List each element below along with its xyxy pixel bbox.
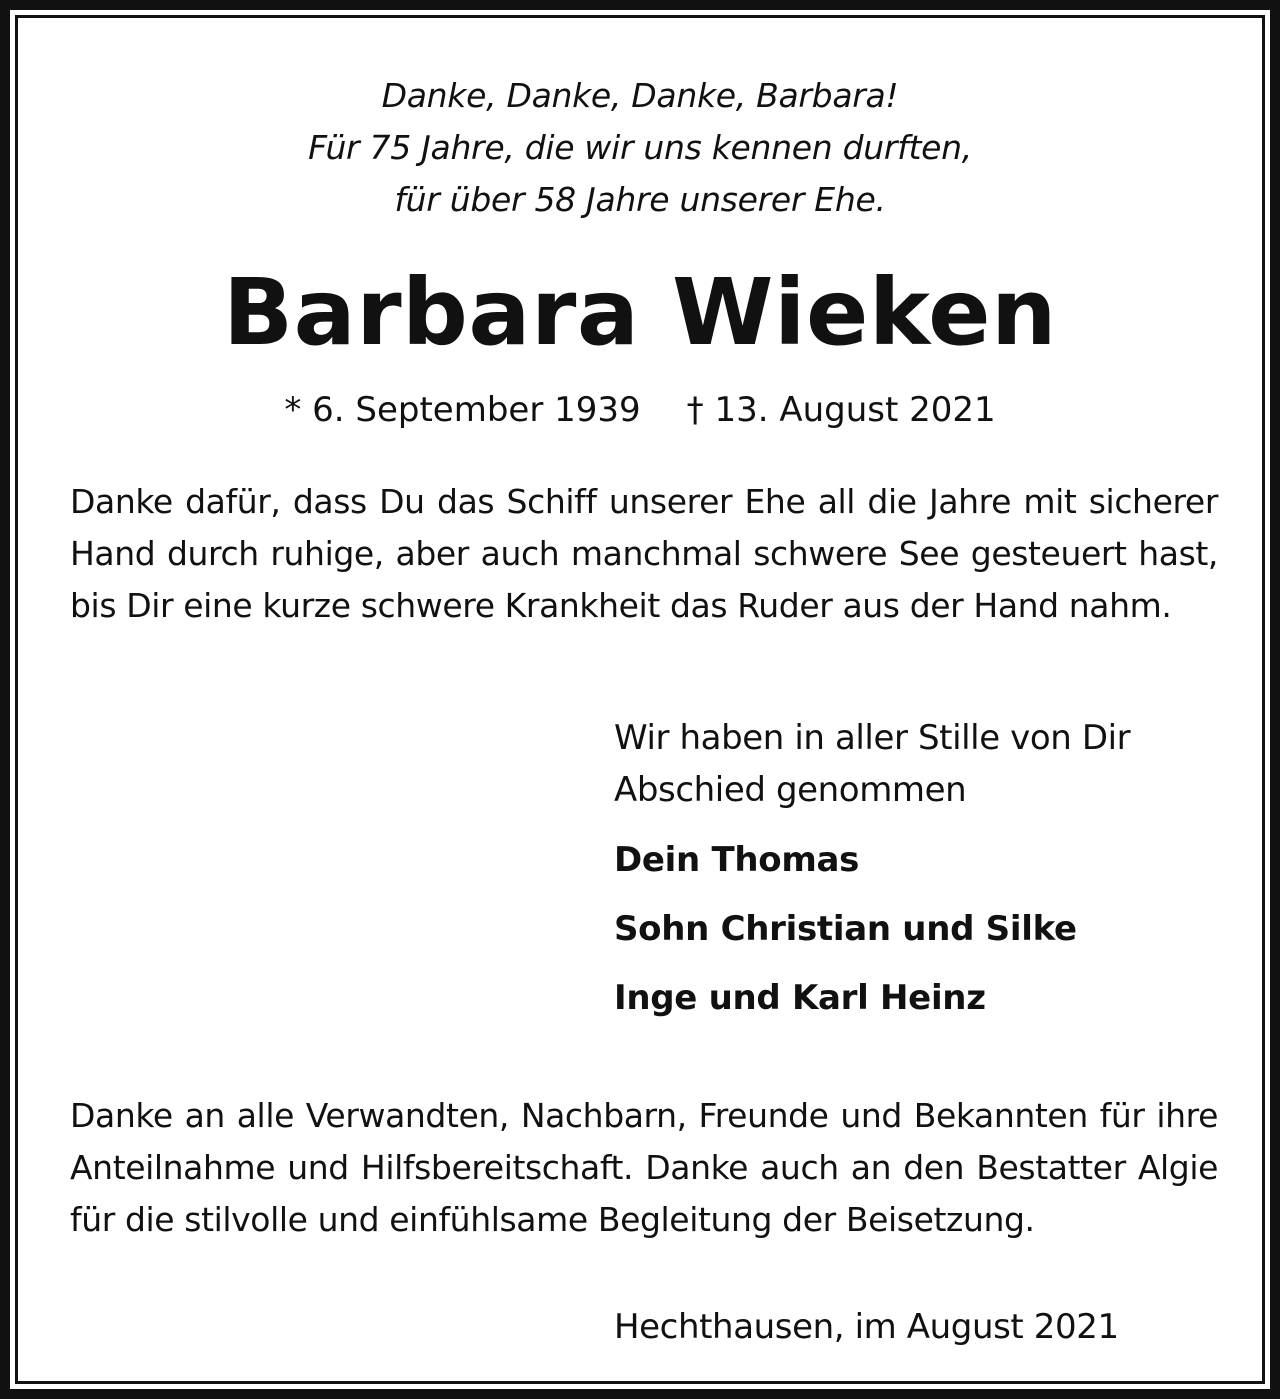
mourner-name: Dein Thomas	[614, 840, 860, 880]
intro-verse	[0, 70, 1280, 226]
farewell-text: Wir haben in aller Stille von Dir Abschied genommen	[614, 718, 1131, 810]
intro-line: Für 75 Jahre, die wir uns kennen durften,	[308, 128, 972, 167]
mourner-name: Inge und Karl Heinz	[614, 978, 986, 1018]
deceased-name: Barbara Wieken	[222, 259, 1057, 366]
birth-date: * 6. September 1939	[284, 390, 641, 430]
mourners-list	[614, 834, 1234, 1041]
tribute-paragraph: Danke dafür, dass Du das Schiff unserer Ehe all die Jahre mit sicherer Hand durch ruhige, aber auch manchmal schwere See gesteuert hast, bis Dir eine kurze schwere Krankheit das Ruder aus der Hand nahm.	[70, 482, 1218, 625]
intro-line: Danke, Danke, Danke, Barbara!	[381, 76, 899, 115]
life-dates	[0, 388, 1280, 432]
mourner-name: Sohn Christian und Silke	[614, 909, 1077, 949]
place-and-date: Hechthausen, im August 2021	[614, 1307, 1119, 1347]
thanks-paragraph: Danke an alle Verwandten, Nachbarn, Freunde und Bekannten für ihre Anteilnahme und Hilfsbereitschaft. Danke auch an den Bestatter Algie für die stilvolle und einfühlsame Begleitung der Beisetzung.	[70, 1096, 1218, 1239]
death-date: † 13. August 2021	[686, 390, 996, 430]
intro-line: für über 58 Jahre unserer Ehe.	[394, 180, 886, 219]
